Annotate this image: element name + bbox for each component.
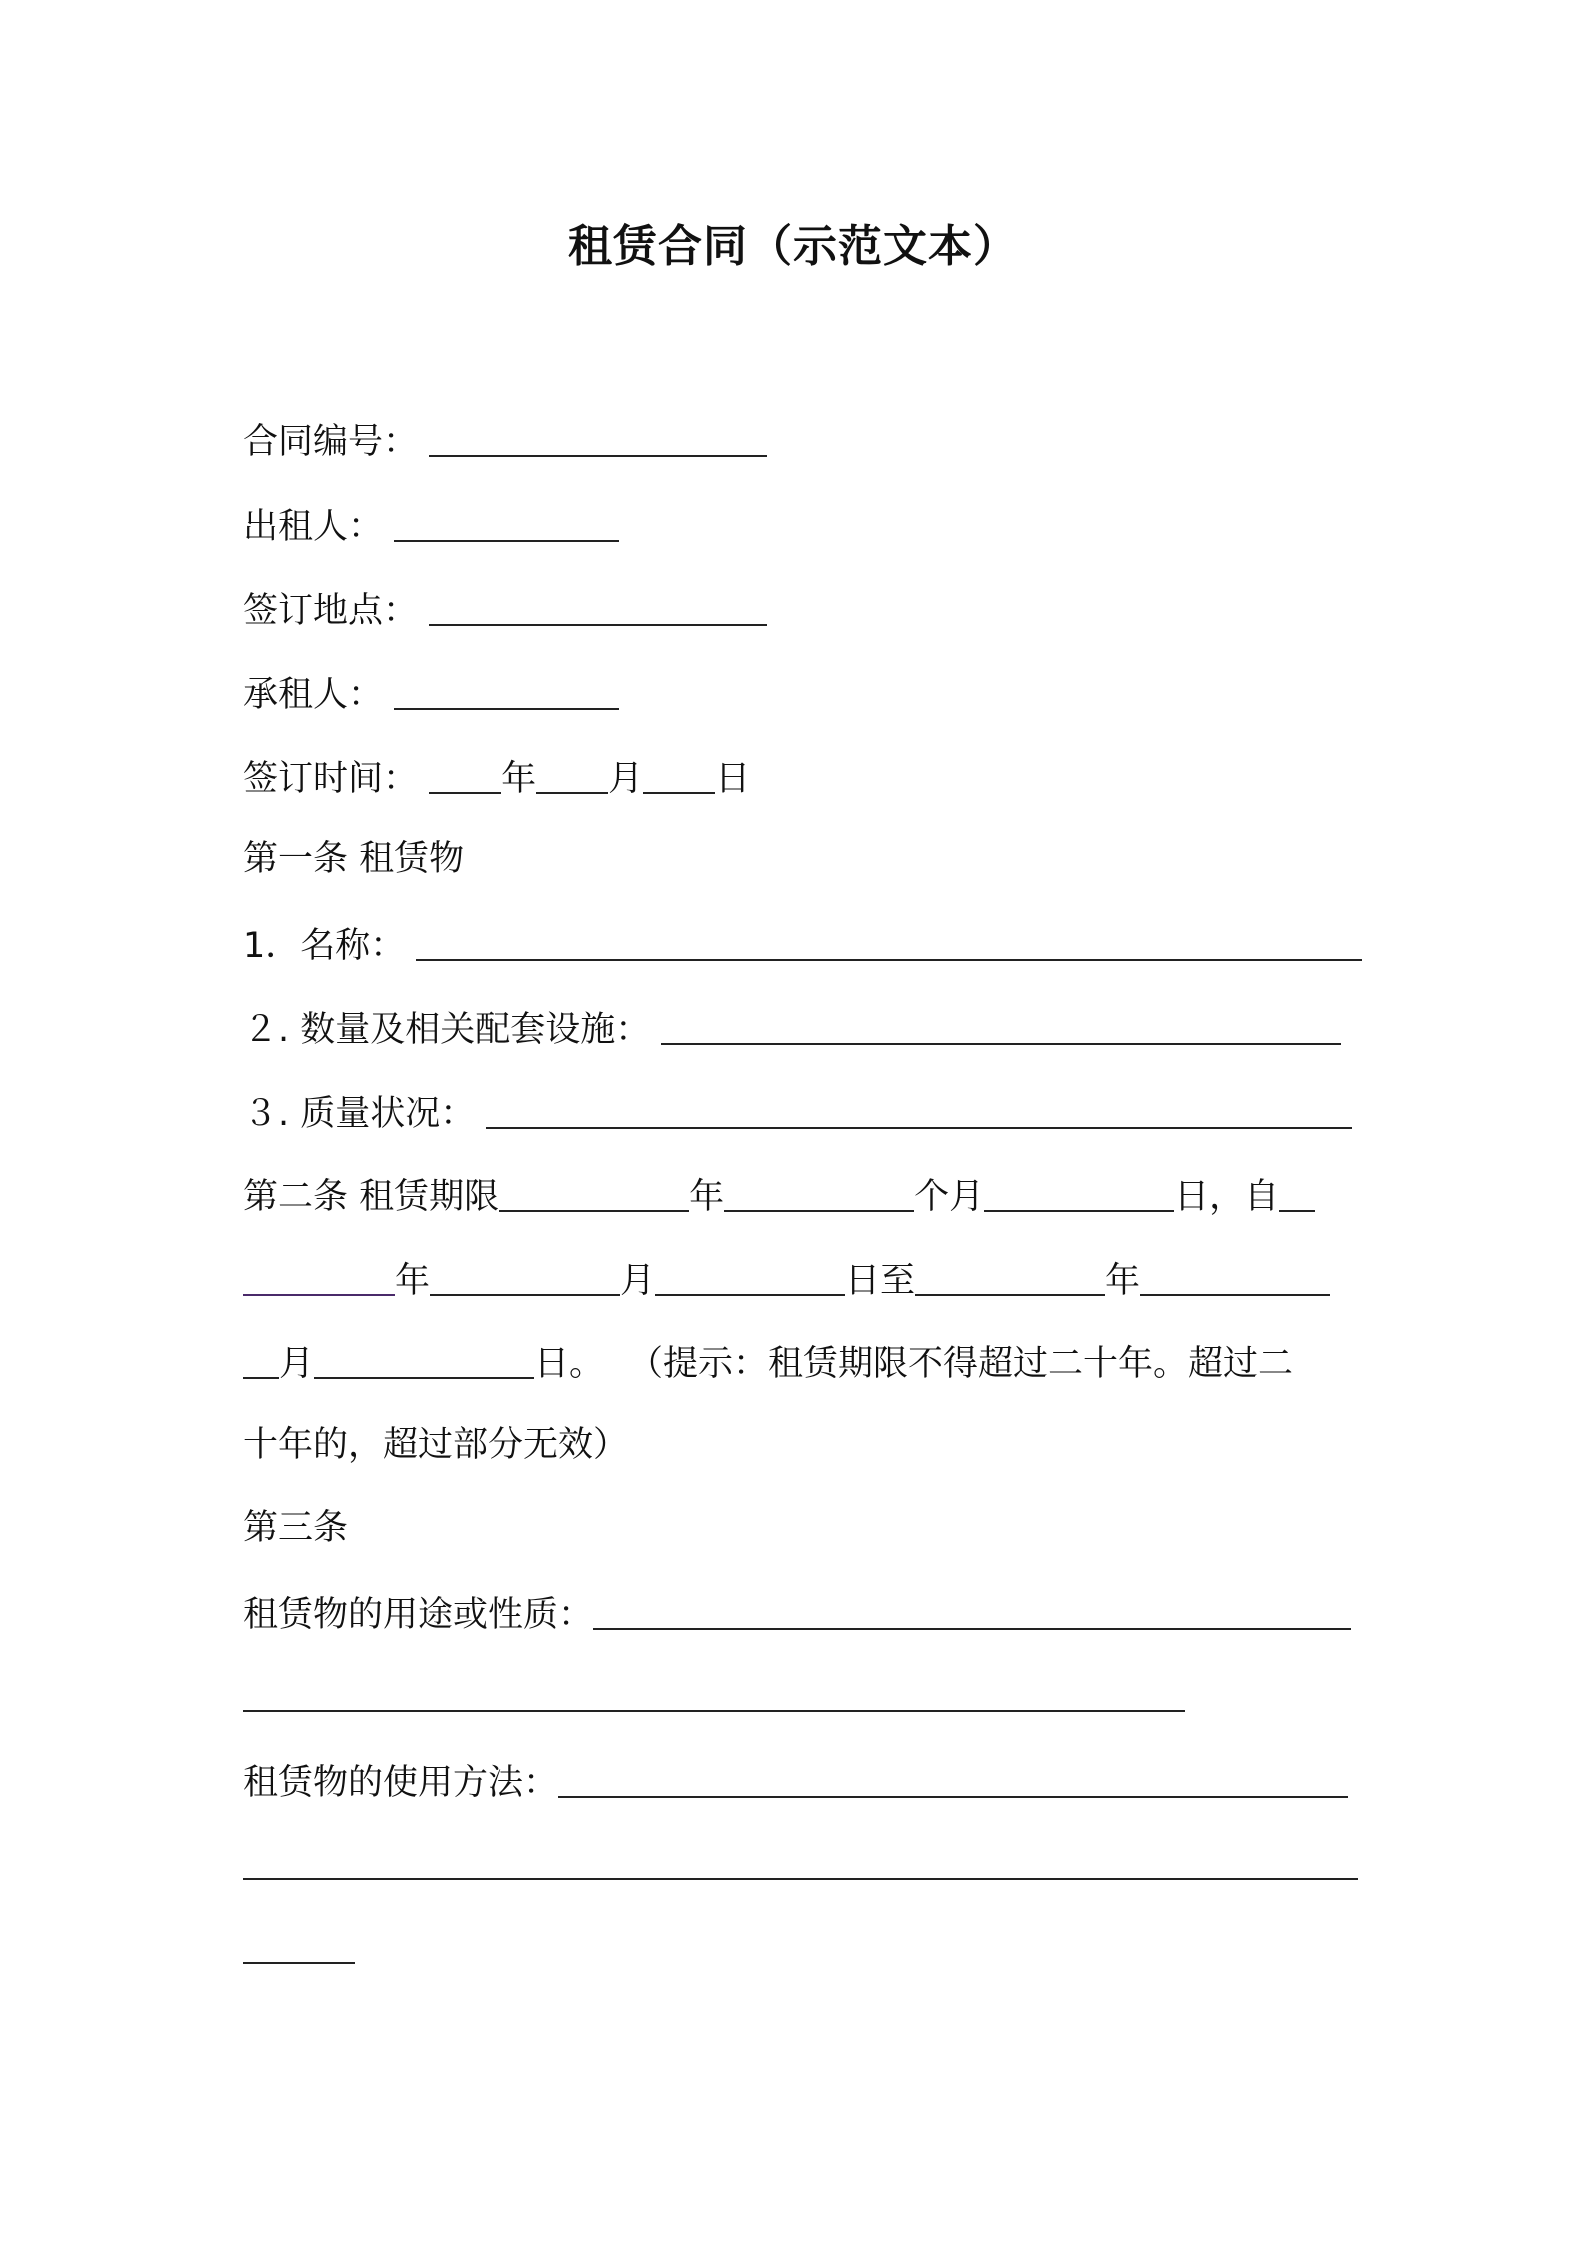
term-day-from-label: 日，自 (1174, 1177, 1280, 1217)
lessee-blank[interactable] (394, 668, 619, 710)
sign-time-label: 签订时间： (243, 759, 419, 799)
term-note-b: 十年的，超过部分无效） (243, 1425, 629, 1465)
contract-number-row (243, 415, 1358, 463)
start-year-blank-b[interactable] (243, 1254, 395, 1296)
sign-place-row (243, 584, 1358, 632)
start-year-blank-a[interactable] (1279, 1170, 1315, 1212)
item-name-blank[interactable] (416, 919, 1362, 961)
lessor-row (243, 500, 1358, 548)
sign-place-label: 签订地点： (243, 591, 419, 631)
item-quality-blank[interactable] (486, 1087, 1352, 1129)
sign-day-blank[interactable] (643, 752, 715, 794)
term-months-blank[interactable] (724, 1170, 914, 1212)
contract-number-label: 合同编号： (243, 422, 419, 462)
end-year-blank[interactable] (915, 1254, 1105, 1296)
method-continuation-blank-2[interactable] (243, 1962, 355, 1964)
sign-day-label: 日 (715, 759, 751, 799)
article2-heading: 第二条 租赁期限 (243, 1177, 500, 1217)
article1-heading: 第一条 租赁物 (243, 839, 465, 879)
term-days-blank[interactable] (984, 1170, 1174, 1212)
end-day-blank[interactable] (314, 1337, 534, 1379)
term-months-label: 个月 (914, 1177, 985, 1217)
method-label: 租赁物的使用方法： (243, 1763, 559, 1803)
sign-month-label: 月 (608, 759, 644, 799)
contract-number-blank[interactable] (429, 415, 767, 457)
sign-month-blank[interactable] (536, 752, 608, 794)
lessor-blank[interactable] (394, 500, 619, 542)
item-name-label: 1．名称： (243, 926, 406, 966)
method-continuation-blank-1[interactable] (243, 1878, 1358, 1880)
lessor-label: 出租人： (243, 507, 384, 547)
start-day-blank[interactable] (655, 1254, 845, 1296)
article1-item-quantity (243, 1003, 1358, 1051)
article1-item-name (243, 919, 1358, 967)
term-years-blank[interactable] (499, 1170, 689, 1212)
start-year-label: 年 (395, 1261, 431, 1301)
purpose-blank[interactable] (593, 1588, 1351, 1630)
article3-heading: 第三条 (243, 1508, 349, 1548)
article2-line3 (243, 1337, 1358, 1385)
document-title: 租赁合同（示范文本） (568, 221, 1018, 272)
sign-place-blank[interactable] (429, 584, 767, 626)
lessee-row (243, 668, 1358, 716)
article2-line1 (243, 1170, 1358, 1218)
start-month-blank[interactable] (430, 1254, 620, 1296)
lessee-label: 承租人： (243, 675, 384, 715)
end-month-label: 月 (279, 1344, 315, 1384)
sign-year-label: 年 (501, 759, 537, 799)
sign-year-blank[interactable] (429, 752, 501, 794)
end-day-label: 日。 (534, 1344, 605, 1384)
article2-line2 (243, 1254, 1358, 1302)
article3-method-row (243, 1756, 1358, 1804)
item-quantity-label: ２. 数量及相关配套设施： (243, 1010, 651, 1050)
method-blank[interactable] (558, 1756, 1348, 1798)
purpose-label: 租赁物的用途或性质： (243, 1595, 594, 1635)
end-month-blank-b[interactable] (243, 1337, 279, 1379)
end-month-blank-a[interactable] (1140, 1254, 1330, 1296)
start-month-label: 月 (620, 1261, 656, 1301)
item-quantity-blank[interactable] (661, 1003, 1341, 1045)
start-day-to-label: 日至 (845, 1261, 916, 1301)
article3-purpose-row (243, 1588, 1358, 1636)
article1-item-quality (243, 1087, 1358, 1135)
purpose-continuation-blank[interactable] (243, 1710, 1185, 1712)
item-quality-label: ３. 质量状况： (243, 1094, 476, 1134)
sign-time-row (243, 752, 1358, 800)
end-year-label: 年 (1105, 1261, 1141, 1301)
term-year-label: 年 (689, 1177, 725, 1217)
term-note-a: （提示：租赁期限不得超过二十年。超过二 (628, 1344, 1294, 1384)
